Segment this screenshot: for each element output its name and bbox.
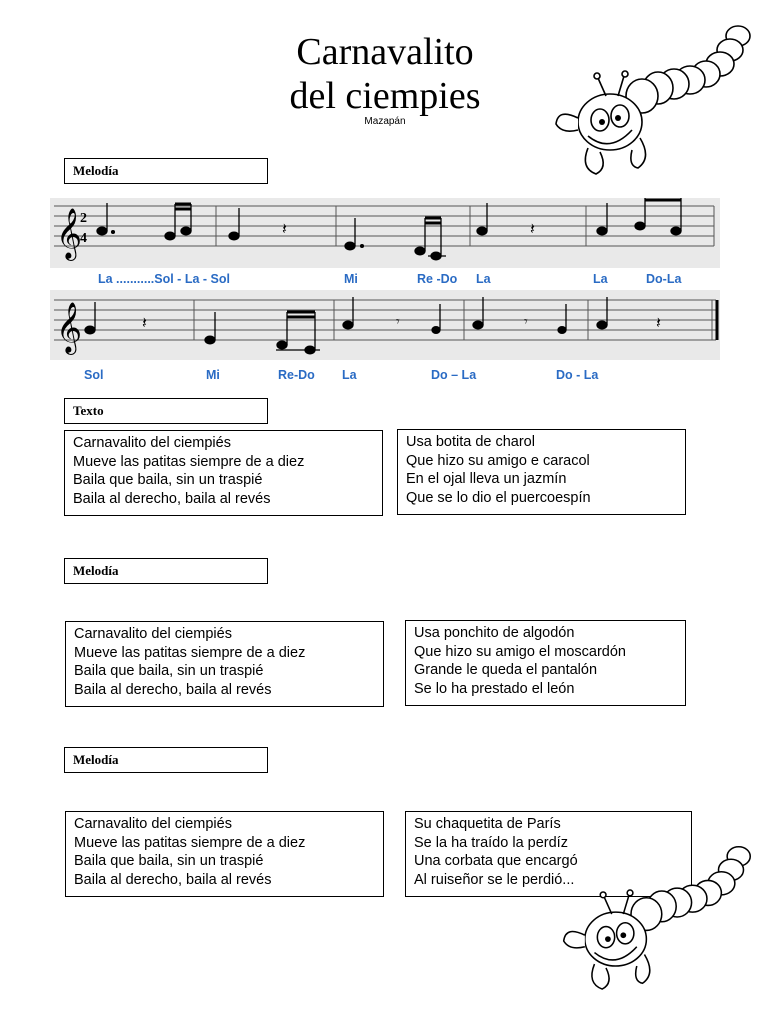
melody-label: Melodía (64, 158, 268, 184)
solfege-syllable: Sol (84, 368, 104, 382)
chorus-box (65, 811, 384, 897)
solfege-syllable: Do - La (556, 368, 599, 382)
author: Mazapán (364, 116, 406, 127)
svg-text:𝄾: 𝄾 (396, 314, 400, 330)
lyric-line: Mueve las patitas siempre de a diez (74, 644, 306, 661)
centipede-illustration (548, 18, 756, 178)
lyric-line: Que se lo dio el puercoespín (406, 489, 591, 506)
lyric-line: Baila que baila, sin un traspié (74, 853, 264, 869)
text-label: Texto (64, 398, 268, 424)
lyric-line: Baila que baila, sin un traspié (74, 663, 264, 679)
svg-text:𝄽: 𝄽 (282, 219, 287, 238)
page-title (240, 30, 530, 118)
time-signature-top: 2 (80, 211, 87, 226)
lyric-line: Baila al derecho, baila al revés (74, 871, 272, 888)
lyric-line: Carnavalito del ciempiés (74, 816, 232, 832)
lyric-line: Al ruiseñor se le perdió... (414, 871, 575, 888)
lyric-line: Baila al derecho, baila al revés (74, 681, 272, 698)
lyric-line: Que hizo su amigo e caracol (406, 452, 590, 469)
solfege-syllable: Re-Do (278, 368, 315, 382)
chorus-box (65, 621, 384, 707)
melody-label: Melodía (64, 747, 268, 773)
svg-text:𝄞: 𝄞 (56, 208, 83, 259)
lyric-line: Mueve las patitas siempre de a diez (73, 453, 305, 470)
solfege-row-1 (0, 272, 768, 288)
centipede-illustration (556, 836, 756, 996)
chorus-box (64, 430, 383, 516)
lyric-line: Su chaquetita de París (414, 816, 561, 832)
svg-text:𝄽: 𝄽 (530, 219, 535, 238)
lyric-line: Baila al derecho, baila al revés (73, 490, 271, 507)
solfege-syllable: La (342, 368, 357, 382)
lyric-line: Se la ha traído la perdíz (414, 834, 568, 851)
lyric-line: Grande le queda el pantalón (414, 662, 598, 678)
melody-label: Melodía (64, 558, 268, 584)
solfege-syllable: Do-La (646, 272, 682, 286)
lyric-line: Que hizo su amigo el moscardón (414, 643, 626, 660)
lyric-line: Carnavalito del ciempiés (74, 626, 232, 642)
music-staff-1 (50, 198, 720, 268)
lyric-line: Usa botita de charol (406, 434, 535, 450)
solfege-syllable: La ...........Sol - La - Sol (98, 272, 230, 286)
lyric-line: Carnavalito del ciempiés (73, 435, 231, 451)
lyric-line: Baila que baila, sin un traspié (73, 472, 263, 488)
lyric-line: Usa ponchito de algodón (414, 625, 575, 641)
music-staff-2 (50, 290, 720, 360)
svg-text:𝄽: 𝄽 (656, 313, 661, 332)
title-line-2: del ciempies (289, 75, 481, 117)
lyric-line: Mueve las patitas siempre de a diez (74, 834, 306, 851)
solfege-syllable: Mi (344, 272, 358, 286)
verse-1-box (397, 429, 686, 515)
svg-text:𝄾: 𝄾 (524, 314, 528, 330)
solfege-syllable: Re -Do (417, 272, 458, 286)
solfege-syllable: La (476, 272, 491, 286)
svg-text:𝄞: 𝄞 (56, 302, 83, 353)
lyric-line: En el ojal lleva un jazmín (406, 471, 567, 487)
lyric-line: Una corbata que encargó (414, 853, 578, 869)
title-line-1: Carnavalito (296, 31, 474, 73)
solfege-syllable: Do – La (431, 368, 477, 382)
solfege-syllable: La (593, 272, 608, 286)
time-signature-bottom: 4 (80, 231, 87, 246)
solfege-row-2 (0, 368, 768, 384)
lyric-line: Se lo ha prestado el león (414, 680, 575, 697)
svg-text:𝄽: 𝄽 (142, 313, 147, 332)
solfege-syllable: Mi (206, 368, 220, 382)
verse-2-box (405, 620, 686, 706)
